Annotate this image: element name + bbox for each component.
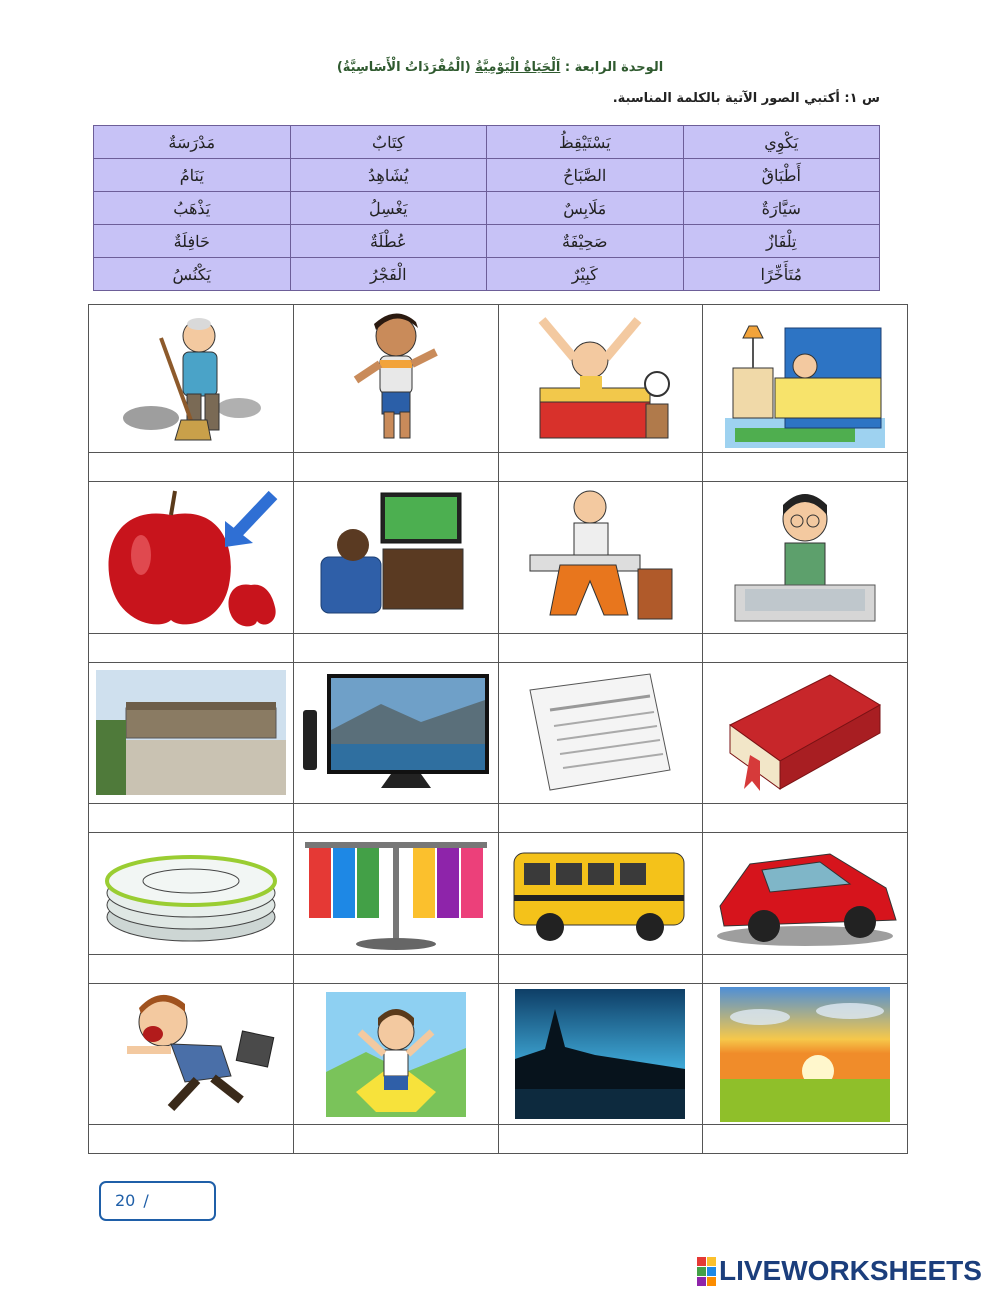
word-bank-cell: يَغْسِلُ	[290, 192, 487, 225]
word-bank-row	[94, 225, 880, 258]
picture-cell	[89, 832, 294, 954]
answer-cell	[293, 634, 498, 663]
answer-row	[89, 1124, 908, 1153]
answer-cell	[293, 1124, 498, 1153]
school-building-picture	[96, 670, 286, 795]
watching-tv-picture	[311, 487, 481, 627]
word-bank-cell: عُطْلَةٌ	[290, 225, 487, 258]
answer-row	[89, 955, 908, 984]
answer-input[interactable]	[501, 636, 701, 660]
answer-input[interactable]	[705, 806, 905, 830]
answer-row	[89, 634, 908, 663]
word-bank-table	[93, 125, 880, 291]
badge-tile	[707, 1267, 716, 1276]
red-car-picture	[710, 836, 900, 951]
answer-cell	[703, 955, 908, 984]
picture-cell	[89, 663, 294, 803]
badge-tile	[707, 1277, 716, 1286]
newspaper-picture	[520, 670, 680, 795]
answer-cell	[498, 803, 703, 832]
badge-tile	[697, 1257, 706, 1266]
answer-cell	[703, 803, 908, 832]
answer-input[interactable]	[501, 957, 701, 981]
word-bank-cell: يَذْهَبُ	[94, 192, 291, 225]
answer-cell	[498, 955, 703, 984]
word-bank-cell: حَافِلَةٌ	[94, 225, 291, 258]
word-bank-cell: مَدْرَسَةٌ	[94, 126, 291, 159]
badge-tile	[707, 1257, 716, 1266]
answer-input[interactable]	[296, 806, 496, 830]
answer-input[interactable]	[296, 957, 496, 981]
answer-input[interactable]	[91, 636, 291, 660]
answer-input[interactable]	[705, 636, 905, 660]
word-bank-cell: يَكْوِي	[683, 126, 880, 159]
answer-input[interactable]	[501, 455, 701, 479]
answer-input[interactable]	[705, 455, 905, 479]
word-bank-cell: أَطْبَاقٌ	[683, 159, 880, 192]
answer-input[interactable]	[705, 957, 905, 981]
liveworksheets-logo	[697, 1257, 982, 1285]
answer-cell	[89, 955, 294, 984]
picture-cell	[703, 305, 908, 453]
washing-dishes-picture	[725, 485, 885, 630]
picture-cell	[293, 832, 498, 954]
holiday-kid-picture	[326, 992, 466, 1117]
badge-tile	[697, 1277, 706, 1286]
answer-cell	[498, 634, 703, 663]
picture-cell	[293, 984, 498, 1124]
answer-cell	[293, 955, 498, 984]
picture-cell	[498, 481, 703, 634]
morning-sunrise-picture	[720, 987, 890, 1122]
picture-cell	[89, 481, 294, 634]
answer-input[interactable]	[501, 1127, 701, 1151]
unit-suffix: (الْمُفْرَدَاتُ الْأَسَاسِيَّةُ)	[336, 60, 476, 75]
picture-cell	[703, 663, 908, 803]
answer-input[interactable]	[501, 806, 701, 830]
television-picture	[301, 670, 491, 795]
brand-badge-icon	[697, 1257, 716, 1286]
word-bank-cell: يُشَاهِدُ	[290, 159, 487, 192]
word-bank-cell: تِلْفَازٌ	[683, 225, 880, 258]
late-businessman-picture	[101, 990, 281, 1118]
word-bank-row	[94, 192, 880, 225]
answer-row	[89, 452, 908, 481]
picture-cell	[498, 663, 703, 803]
answer-input[interactable]	[705, 1127, 905, 1151]
picture-cell	[498, 305, 703, 453]
answer-cell	[293, 452, 498, 481]
word-bank-cell: يَكْنُسُ	[94, 258, 291, 291]
answer-row	[89, 803, 908, 832]
answer-cell	[293, 803, 498, 832]
picture-row	[89, 305, 908, 453]
picture-cell	[498, 984, 703, 1124]
unit-title	[0, 60, 1000, 75]
answer-cell	[89, 803, 294, 832]
clothes-rack-picture	[301, 836, 491, 951]
picture-cell	[293, 481, 498, 634]
word-bank-cell: يَنَامُ	[94, 159, 291, 192]
badge-tile	[697, 1267, 706, 1276]
answer-input[interactable]	[296, 636, 496, 660]
picture-cell	[703, 481, 908, 634]
picture-cell	[89, 984, 294, 1124]
answer-input[interactable]	[91, 455, 291, 479]
picture-row	[89, 832, 908, 954]
word-bank-cell: مَلَابِسٌ	[487, 192, 684, 225]
brand-name: LIVEWORKSHEETS	[719, 1255, 982, 1286]
plates-picture	[101, 839, 281, 949]
picture-cell	[293, 305, 498, 453]
answer-input[interactable]	[91, 1127, 291, 1151]
picture-cell	[703, 984, 908, 1124]
word-bank-cell: صَحِيْفَةٌ	[487, 225, 684, 258]
picture-row	[89, 481, 908, 634]
word-bank-cell: يَسْتَيْقِظُ	[487, 126, 684, 159]
answer-input[interactable]	[296, 455, 496, 479]
answer-cell	[89, 452, 294, 481]
answer-cell	[498, 1124, 703, 1153]
word-bank-cell: الصَّبَاحُ	[487, 159, 684, 192]
question-instruction: س ١: أكتبي الصور الآتية بالكلمة المناسبة.	[612, 91, 880, 106]
word-bank-row	[94, 126, 880, 159]
answer-cell	[703, 452, 908, 481]
word-bank-cell: سَيَّارَةٌ	[683, 192, 880, 225]
answer-cell	[703, 1124, 908, 1153]
picture-cell	[703, 832, 908, 954]
unit-subtitle: اَلْحَيَاةُ الْيَوْمِيَّةُ	[475, 60, 561, 75]
score-value: 20	[115, 1191, 136, 1210]
score-separator: /	[143, 1191, 149, 1210]
word-bank-cell: كِتَابٌ	[290, 126, 487, 159]
unit-label: الوحدة الرابعة :	[560, 60, 664, 75]
answer-cell	[498, 452, 703, 481]
answer-cell	[703, 634, 908, 663]
answer-input[interactable]	[91, 957, 291, 981]
score-box	[99, 1181, 216, 1221]
word-bank-cell: الْفَجْرُ	[290, 258, 487, 291]
answer-input[interactable]	[296, 1127, 496, 1151]
picture-grid	[88, 304, 908, 1154]
picture-cell	[89, 305, 294, 453]
answer-cell	[89, 634, 294, 663]
walking-boy-picture	[336, 308, 456, 448]
picture-cell	[293, 663, 498, 803]
ironing-clothes-picture	[520, 485, 680, 630]
sleeping-boy-picture	[725, 308, 885, 448]
waking-up-picture	[520, 308, 680, 448]
picture-row	[89, 663, 908, 803]
word-bank-cell: كَبِيْرٌ	[487, 258, 684, 291]
dawn-sky-picture	[515, 989, 685, 1119]
picture-cell	[498, 832, 703, 954]
word-bank-cell: مُتَأَخِّرًا	[683, 258, 880, 291]
word-bank-row	[94, 159, 880, 192]
picture-row	[89, 984, 908, 1124]
word-bank-row	[94, 258, 880, 291]
answer-cell	[89, 1124, 294, 1153]
school-bus-picture	[510, 839, 690, 949]
book-picture	[720, 665, 890, 800]
answer-input[interactable]	[91, 806, 291, 830]
sweeping-man-picture	[111, 308, 271, 448]
big-apple-picture	[101, 485, 281, 630]
